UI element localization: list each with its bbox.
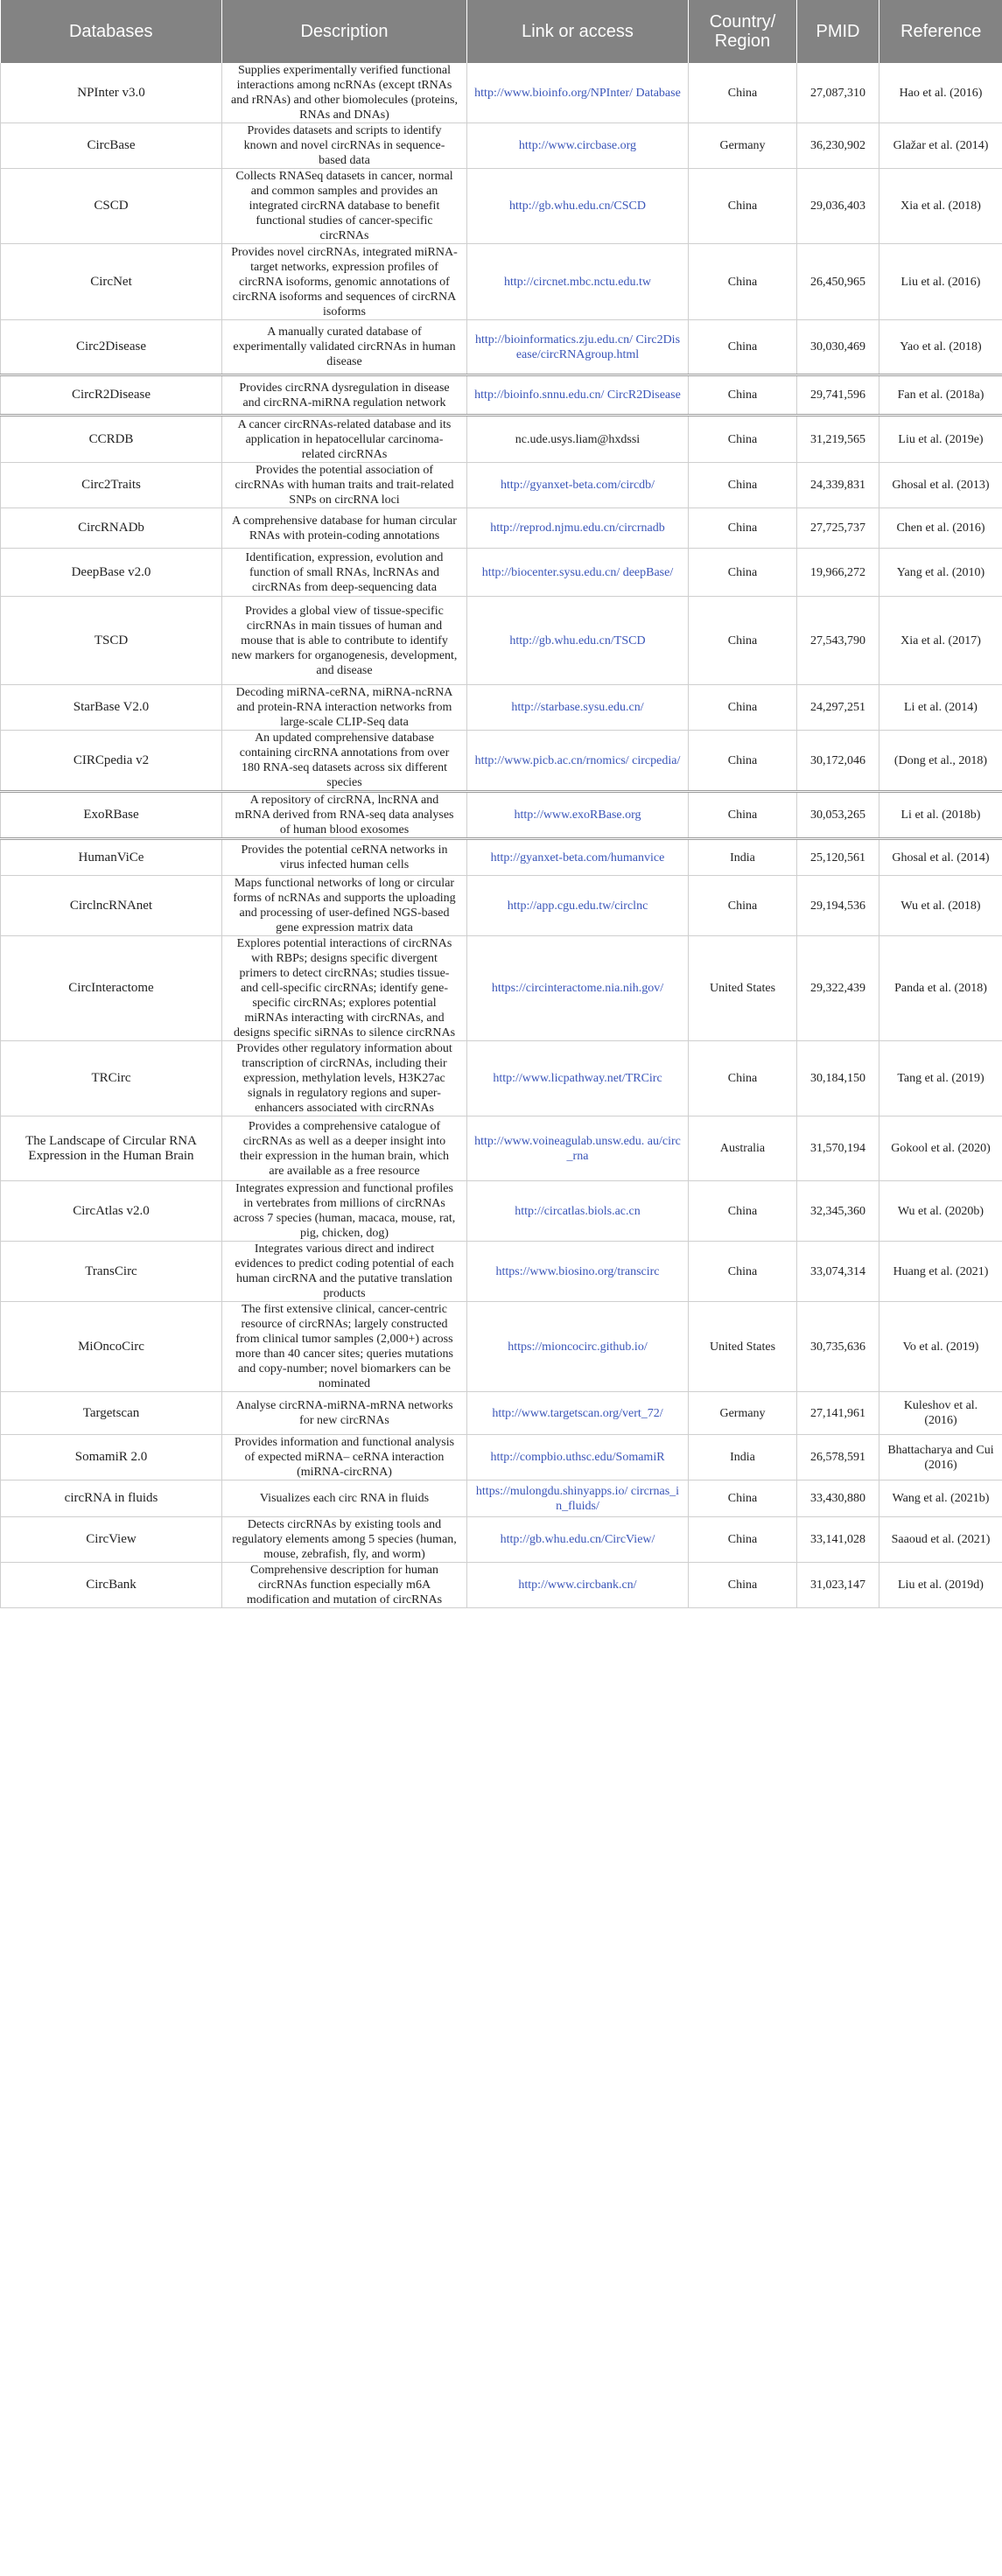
access-link[interactable]: http://compbio.uthsc.edu/SomamiR — [467, 1435, 689, 1480]
description: Provides a comprehensive catalogue of circRNAs as well as a deeper insight into their expression in the human brain, which are available as a free resource — [222, 1116, 467, 1181]
country-region: China — [689, 244, 797, 320]
reference: Yang et al. (2010) — [879, 549, 1002, 597]
pmid: 29,322,439 — [797, 936, 879, 1041]
pmid: 33,074,314 — [797, 1242, 879, 1302]
reference: Glažar et al. (2014) — [879, 123, 1002, 169]
database-name: CircR2Disease — [1, 375, 222, 416]
access-link[interactable]: http://bioinformatics.zju.edu.cn/ Circ2Disease/circRNAgroup.html — [467, 320, 689, 375]
pmid: 32,345,360 — [797, 1181, 879, 1242]
database-name: ExoRBase — [1, 792, 222, 839]
description: Visualizes each circ RNA in fluids — [222, 1480, 467, 1517]
reference: Fan et al. (2018a) — [879, 375, 1002, 416]
description: Collects RNASeq datasets in cancer, normal and common samples and provides an integrated circRNA database to benefit functional studies of cancer-specific circRNAs — [222, 169, 467, 244]
country-region: Germany — [689, 123, 797, 169]
pmid: 33,141,028 — [797, 1517, 879, 1563]
description: Maps functional networks of long or circular forms of ncRNAs and supports the uploading and processing of user-defined NGS-based gene expression matrix data — [222, 876, 467, 936]
country-region: China — [689, 1480, 797, 1517]
table-row — [1, 244, 1002, 320]
country-region: China — [689, 375, 797, 416]
description: The first extensive clinical, cancer-centric resource of circRNAs; largely constructed from clinical tumor samples (2,000+) across more than 40 cancer sites; queries mutations and copy-number; novel biomarkers can be nominated — [222, 1302, 467, 1392]
pmid: 27,141,961 — [797, 1392, 879, 1435]
table-body — [1, 63, 1002, 1608]
pmid: 26,450,965 — [797, 244, 879, 320]
country-region: China — [689, 1563, 797, 1608]
database-name: CircAtlas v2.0 — [1, 1181, 222, 1242]
access-link[interactable]: http://www.exoRBase.org — [467, 792, 689, 839]
country-region: China — [689, 1517, 797, 1563]
country-region: China — [689, 549, 797, 597]
pmid: 31,570,194 — [797, 1116, 879, 1181]
pmid: 30,030,469 — [797, 320, 879, 375]
access-link[interactable]: http://www.circbase.org — [467, 123, 689, 169]
description: Provides circRNA dysregulation in disease and circRNA-miRNA regulation network — [222, 375, 467, 416]
country-region: United States — [689, 1302, 797, 1392]
country-region: China — [689, 685, 797, 731]
country-region: China — [689, 320, 797, 375]
table-row — [1, 731, 1002, 792]
country-region: China — [689, 1041, 797, 1116]
database-name: CircBank — [1, 1563, 222, 1608]
access-link[interactable]: http://gb.whu.edu.cn/TSCD — [467, 597, 689, 685]
database-name: CCRDB — [1, 416, 222, 463]
country-region: India — [689, 839, 797, 876]
pmid: 29,036,403 — [797, 169, 879, 244]
pmid: 19,966,272 — [797, 549, 879, 597]
table-row — [1, 936, 1002, 1041]
reference: Vo et al. (2019) — [879, 1302, 1002, 1392]
database-name: NPInter v3.0 — [1, 63, 222, 123]
country-region: India — [689, 1435, 797, 1480]
access-link[interactable]: https://www.biosino.org/transcirc — [467, 1242, 689, 1302]
pmid: 24,297,251 — [797, 685, 879, 731]
country-region: China — [689, 416, 797, 463]
database-name: MiOncoCirc — [1, 1302, 222, 1392]
reference: Li et al. (2014) — [879, 685, 1002, 731]
pmid: 30,053,265 — [797, 792, 879, 839]
reference: Gokool et al. (2020) — [879, 1116, 1002, 1181]
database-name: HumanViCe — [1, 839, 222, 876]
header-link: Link or access — [467, 0, 689, 63]
reference: Ghosal et al. (2013) — [879, 463, 1002, 508]
table-row — [1, 1302, 1002, 1392]
database-name: TRCirc — [1, 1041, 222, 1116]
table-row — [1, 792, 1002, 839]
country-region: United States — [689, 936, 797, 1041]
description: Integrates expression and functional profiles in vertebrates from millions of circRNAs across 7 species (human, macaca, mouse, rat, pig, chicken, dog) — [222, 1181, 467, 1242]
access-link[interactable]: http://www.picb.ac.cn/rnomics/ circpedia/ — [467, 731, 689, 792]
table-row — [1, 1563, 1002, 1608]
header-description: Description — [222, 0, 467, 63]
description: A comprehensive database for human circular RNAs with protein-coding annotations — [222, 508, 467, 549]
country-region: China — [689, 731, 797, 792]
table-row — [1, 1435, 1002, 1480]
access-link[interactable]: http://circatlas.biols.ac.cn — [467, 1181, 689, 1242]
pmid: 30,184,150 — [797, 1041, 879, 1116]
access-link[interactable]: http://www.licpathway.net/TRCirc — [467, 1041, 689, 1116]
country-region: China — [689, 508, 797, 549]
pmid: 24,339,831 — [797, 463, 879, 508]
country-region: China — [689, 463, 797, 508]
country-region: Germany — [689, 1392, 797, 1435]
country-region: China — [689, 1181, 797, 1242]
access-link: nc.ude.usys.liam@hxdssi — [467, 416, 689, 463]
table-row — [1, 1041, 1002, 1116]
reference: (Dong et al., 2018) — [879, 731, 1002, 792]
table-row — [1, 839, 1002, 876]
description: Provides a global view of tissue-specific circRNAs in main tissues of human and mouse that is able to contribute to identify new markers for organogenesis, development, and disease — [222, 597, 467, 685]
description: Provides information and functional analysis of expected miRNA– ceRNA interaction (miRNA-circRNA) — [222, 1435, 467, 1480]
table-row — [1, 375, 1002, 416]
reference: Xia et al. (2017) — [879, 597, 1002, 685]
database-name: SomamiR 2.0 — [1, 1435, 222, 1480]
table-row — [1, 549, 1002, 597]
database-name: CIRCpedia v2 — [1, 731, 222, 792]
database-name: CircInteractome — [1, 936, 222, 1041]
reference: Huang et al. (2021) — [879, 1242, 1002, 1302]
description: Supplies experimentally verified functional interactions among ncRNAs (except tRNAs and rRNAs) and other biomolecules (proteins, RNAs and DNAs) — [222, 63, 467, 123]
table-row — [1, 463, 1002, 508]
table-row — [1, 1116, 1002, 1181]
access-link[interactable]: http://gyanxet-beta.com/circdb/ — [467, 463, 689, 508]
reference: Li et al. (2018b) — [879, 792, 1002, 839]
reference: Tang et al. (2019) — [879, 1041, 1002, 1116]
database-name: DeepBase v2.0 — [1, 549, 222, 597]
table-row — [1, 320, 1002, 375]
description: Decoding miRNA-ceRNA, miRNA-ncRNA and protein-RNA interaction networks from large-scale CLIP-Seq data — [222, 685, 467, 731]
table-row — [1, 1242, 1002, 1302]
pmid: 30,735,636 — [797, 1302, 879, 1392]
description: A repository of circRNA, lncRNA and mRNA derived from RNA-seq data analyses of human blood exosomes — [222, 792, 467, 839]
table-header-row — [1, 0, 1002, 63]
reference: Xia et al. (2018) — [879, 169, 1002, 244]
reference: Hao et al. (2016) — [879, 63, 1002, 123]
description: Detects circRNAs by existing tools and regulatory elements among 5 species (human, mouse, zebrafish, fly, and worm) — [222, 1517, 467, 1563]
description: Explores potential interactions of circRNAs with RBPs; designs specific divergent primers to detect circRNAs; studies tissue- and cell-specific circRNAs; identify gene-specific circRNAs; explores potential miRNAs interacting with circRNAs, and designs specific siRNAs to silence circRNAs — [222, 936, 467, 1041]
description: Analyse circRNA-miRNA-mRNA networks for new circRNAs — [222, 1392, 467, 1435]
description: Provides the potential association of circRNAs with human traits and trait-related SNPs on circRNA loci — [222, 463, 467, 508]
access-link[interactable]: http://www.circbank.cn/ — [467, 1563, 689, 1608]
access-link[interactable]: http://gb.whu.edu.cn/CSCD — [467, 169, 689, 244]
country-region: China — [689, 597, 797, 685]
table-row — [1, 123, 1002, 169]
database-name: circRNA in fluids — [1, 1480, 222, 1517]
access-link[interactable]: https://mulongdu.shinyapps.io/ circrnas_in_fluids/ — [467, 1480, 689, 1517]
reference: Wu et al. (2020b) — [879, 1181, 1002, 1242]
description: Provides the potential ceRNA networks in virus infected human cells — [222, 839, 467, 876]
database-name: CircNet — [1, 244, 222, 320]
access-link[interactable]: http://bioinfo.snnu.edu.cn/ CircR2Disease — [467, 375, 689, 416]
access-link[interactable]: http://app.cgu.edu.tw/circlnc — [467, 876, 689, 936]
table-row — [1, 416, 1002, 463]
reference: Wang et al. (2021b) — [879, 1480, 1002, 1517]
pmid: 33,430,880 — [797, 1480, 879, 1517]
database-name: TSCD — [1, 597, 222, 685]
access-link[interactable]: http://gyanxet-beta.com/humanvice — [467, 839, 689, 876]
header-pmid: PMID — [797, 0, 879, 63]
description: Integrates various direct and indirect evidences to predict coding potential of each human circRNA and the putative translation products — [222, 1242, 467, 1302]
access-link[interactable]: https://circinteractome.nia.nih.gov/ — [467, 936, 689, 1041]
table-row — [1, 876, 1002, 936]
description: Provides other regulatory information about transcription of circRNAs, including their expression, methylation levels, H3K27ac signals in regulatory regions and super-enhancers associated with circRNAs — [222, 1041, 467, 1116]
table-row — [1, 1480, 1002, 1517]
reference: Panda et al. (2018) — [879, 936, 1002, 1041]
database-name: CircRNADb — [1, 508, 222, 549]
pmid: 36,230,902 — [797, 123, 879, 169]
access-link[interactable]: http://circnet.mbc.nctu.edu.tw — [467, 244, 689, 320]
pmid: 31,219,565 — [797, 416, 879, 463]
country-region: China — [689, 169, 797, 244]
country-region: China — [689, 792, 797, 839]
pmid: 26,578,591 — [797, 1435, 879, 1480]
table-row — [1, 1392, 1002, 1435]
country-region: China — [689, 1242, 797, 1302]
access-link[interactable]: http://starbase.sysu.edu.cn/ — [467, 685, 689, 731]
reference: Saaoud et al. (2021) — [879, 1517, 1002, 1563]
database-name: CircBase — [1, 123, 222, 169]
description: Identification, expression, evolution and function of small RNAs, lncRNAs and circRNAs from deep-sequencing data — [222, 549, 467, 597]
pmid: 31,023,147 — [797, 1563, 879, 1608]
table-row — [1, 1517, 1002, 1563]
access-link[interactable]: http://www.targetscan.org/vert_72/ — [467, 1392, 689, 1435]
header-reference: Reference — [879, 0, 1002, 63]
reference: Ghosal et al. (2014) — [879, 839, 1002, 876]
description: Provides datasets and scripts to identify known and novel circRNAs in sequence-based data — [222, 123, 467, 169]
access-link[interactable]: http://www.voineagulab.unsw.edu. au/circ_rna — [467, 1116, 689, 1181]
database-name: StarBase V2.0 — [1, 685, 222, 731]
table-row — [1, 685, 1002, 731]
database-name: TransCirc — [1, 1242, 222, 1302]
country-region: Australia — [689, 1116, 797, 1181]
database-name: The Landscape of Circular RNA Expression in the Human Brain — [1, 1116, 222, 1181]
table-row — [1, 169, 1002, 244]
pmid: 29,741,596 — [797, 375, 879, 416]
description: Provides novel circRNAs, integrated miRNA-target networks, expression profiles of circRNA isoforms, genomic annotations of circRNA isoforms and sequences of circRNA isoforms — [222, 244, 467, 320]
country-region: China — [689, 876, 797, 936]
reference: Kuleshov et al. (2016) — [879, 1392, 1002, 1435]
database-name: Targetscan — [1, 1392, 222, 1435]
description: An updated comprehensive database containing circRNA annotations from over 180 RNA-seq datasets across six different species — [222, 731, 467, 792]
description: Comprehensive description for human circRNAs function especially m6A modification and mutation of circRNAs — [222, 1563, 467, 1608]
access-link[interactable]: http://biocenter.sysu.edu.cn/ deepBase/ — [467, 549, 689, 597]
table-row — [1, 63, 1002, 123]
table-row — [1, 508, 1002, 549]
country-region: China — [689, 63, 797, 123]
table-row — [1, 1181, 1002, 1242]
pmid: 27,087,310 — [797, 63, 879, 123]
reference: Bhattacharya and Cui (2016) — [879, 1435, 1002, 1480]
pmid: 27,725,737 — [797, 508, 879, 549]
description: A cancer circRNAs-related database and its application in hepatocellular carcinoma-related circRNAs — [222, 416, 467, 463]
access-link[interactable]: http://gb.whu.edu.cn/CircView/ — [467, 1517, 689, 1563]
database-name: Circ2Disease — [1, 320, 222, 375]
pmid: 27,543,790 — [797, 597, 879, 685]
access-link[interactable]: https://mioncocirc.github.io/ — [467, 1302, 689, 1392]
reference: Yao et al. (2018) — [879, 320, 1002, 375]
access-link[interactable]: http://reprod.njmu.edu.cn/circrnadb — [467, 508, 689, 549]
reference: Wu et al. (2018) — [879, 876, 1002, 936]
pmid: 29,194,536 — [797, 876, 879, 936]
header-databases: Databases — [1, 0, 222, 63]
reference: Chen et al. (2016) — [879, 508, 1002, 549]
database-name: CirclncRNAnet — [1, 876, 222, 936]
access-link[interactable]: http://www.bioinfo.org/NPInter/ Database — [467, 63, 689, 123]
description: A manually curated database of experimentally validated circRNAs in human disease — [222, 320, 467, 375]
pmid: 25,120,561 — [797, 839, 879, 876]
table-row — [1, 597, 1002, 685]
header-country: Country/ Region — [689, 0, 797, 63]
pmid: 30,172,046 — [797, 731, 879, 792]
reference: Liu et al. (2019e) — [879, 416, 1002, 463]
reference: Liu et al. (2016) — [879, 244, 1002, 320]
database-name: CSCD — [1, 169, 222, 244]
database-name: CircView — [1, 1517, 222, 1563]
reference: Liu et al. (2019d) — [879, 1563, 1002, 1608]
database-name: Circ2Traits — [1, 463, 222, 508]
